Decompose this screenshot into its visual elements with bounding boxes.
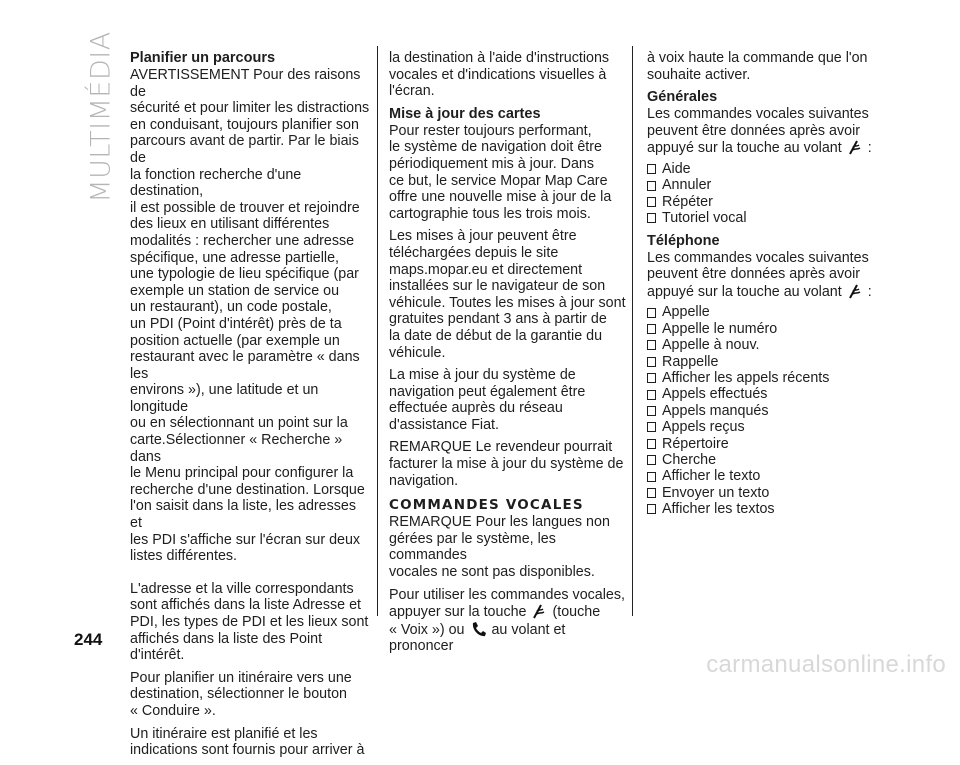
list-item-label: Aide xyxy=(662,160,691,177)
text-line: l'écran. xyxy=(389,83,435,100)
list-item-label: Envoyer un texto xyxy=(662,484,770,501)
list-item-label: Appelle à nouv. xyxy=(662,337,760,354)
text-line: recherche d'une destination. Lorsque xyxy=(130,481,365,498)
paragraph-indications xyxy=(130,726,370,759)
text-line: modalités : rechercher une adresse xyxy=(130,232,355,249)
list-item-label: Tutoriel vocal xyxy=(662,210,747,227)
voice-command-icon xyxy=(848,139,862,155)
list-item xyxy=(647,161,887,177)
checkbox-bullet-icon xyxy=(647,181,656,191)
text-line: carte.Sélectionner « Recherche » dans xyxy=(130,432,343,465)
list-item xyxy=(647,177,887,193)
text-line: REMARQUE Le revendeur pourrait xyxy=(389,439,613,456)
voice-usage-line3b: au volant et prononcer xyxy=(389,621,566,655)
paragraph-voice-usage xyxy=(389,587,629,655)
text-line: exemple un station de service ou xyxy=(130,282,340,299)
text-line: des lieux en utilisant différentes xyxy=(130,216,330,233)
list-item xyxy=(647,304,887,320)
paragraph-telephone-intro xyxy=(647,250,887,301)
list-item-label: Répertoire xyxy=(662,435,729,452)
text-line: indications sont fournis pour arriver à xyxy=(130,742,365,759)
paragraph-itineraire xyxy=(130,670,370,720)
checkbox-bullet-icon xyxy=(647,488,656,498)
checkbox-bullet-icon xyxy=(647,406,656,416)
paragraph-performant xyxy=(389,123,629,223)
paragraph-telechargees xyxy=(389,228,629,361)
text-line: téléchargées depuis le site xyxy=(389,244,559,261)
list-item xyxy=(647,321,887,337)
phone-commands-list xyxy=(647,304,887,517)
list-item-label: Appels reçus xyxy=(662,419,745,436)
list-item xyxy=(647,468,887,484)
paragraph-avertissement xyxy=(130,67,370,565)
paragraph-remarque-revendeur xyxy=(389,439,629,489)
text-line: vocales et d'indications visuelles à xyxy=(389,66,607,83)
footer-watermark: carmanualsonline.info xyxy=(706,651,946,678)
text-line: La mise à jour du système de xyxy=(389,367,576,384)
checkbox-bullet-icon xyxy=(647,324,656,334)
heading-planifier: Planifier un parcours xyxy=(130,50,276,66)
column-2 xyxy=(389,50,629,661)
text-line: parcours avant de partir. Par le biais de xyxy=(130,133,359,166)
list-item xyxy=(647,419,887,435)
heading-telephone: Téléphone xyxy=(647,232,720,249)
heading-generales: Générales xyxy=(647,89,718,106)
text-line: à voix haute la commande que l'on xyxy=(647,50,868,66)
text-line: navigation. xyxy=(389,472,459,489)
text-line: Les mises à jour peuvent être xyxy=(389,228,577,245)
voice-usage-line2a: appuyer sur la touche xyxy=(389,604,527,621)
list-item-label: Cherche xyxy=(662,452,717,469)
list-item xyxy=(647,501,887,517)
voice-usage-line3a: « Voix ») ou xyxy=(389,621,465,638)
checkbox-bullet-icon xyxy=(647,504,656,514)
generales-intro-line1: Les commandes vocales suivantes xyxy=(647,106,869,123)
text-line: il est possible de trouver et rejoindre xyxy=(130,199,360,216)
generales-intro-line2: peuvent être données après avoir xyxy=(647,122,861,139)
list-item-label: Rappelle xyxy=(662,353,719,370)
text-line: d'assistance Fiat. xyxy=(389,416,500,433)
voice-command-icon xyxy=(532,603,546,619)
text-line: souhaite activer. xyxy=(647,66,751,83)
text-line: périodiquement mis à jour. Dans xyxy=(389,155,595,172)
text-line: la fonction recherche d'une destination, xyxy=(130,166,302,200)
list-item xyxy=(647,485,887,501)
telephone-intro-line1: Les commandes vocales suivantes xyxy=(647,249,869,266)
phone-icon xyxy=(471,621,486,637)
text-line: listes différentes. xyxy=(130,548,238,565)
text-line: la destination à l'aide d'instructions xyxy=(389,50,610,66)
text-line: la date de début de la garantie du xyxy=(389,327,603,344)
list-item xyxy=(647,194,887,210)
list-item-label: Afficher le texto xyxy=(662,468,761,485)
telephone-intro-line2: peuvent être données après avoir xyxy=(647,266,861,283)
checkbox-bullet-icon xyxy=(647,373,656,383)
text-line: le Menu principal pour configurer la xyxy=(130,465,354,482)
general-commands-list xyxy=(647,161,887,227)
paragraph-generales-intro xyxy=(647,106,887,157)
text-line: destination, sélectionner le bouton xyxy=(130,686,347,703)
paragraph-reseau xyxy=(389,367,629,433)
section-title-commandes-vocales: COMMANDES VOCALES xyxy=(389,497,584,514)
text-line: le système de navigation doit être xyxy=(389,139,602,156)
list-item-label: Appelle xyxy=(662,304,710,321)
text-line: position actuelle (par exemple un xyxy=(130,332,340,349)
text-line: spécifique, une adresse partielle, xyxy=(130,249,340,266)
text-line: gratuites pendant 3 ans à partir de xyxy=(389,311,607,328)
text-line: installées sur le navigateur de son xyxy=(389,278,606,295)
text-line: l'on saisit dans la liste, les adresses et xyxy=(130,498,357,532)
checkbox-bullet-icon xyxy=(647,197,656,207)
checkbox-bullet-icon xyxy=(647,357,656,367)
text-line: sécurité et pour limiter les distractions xyxy=(130,100,370,117)
column-1 xyxy=(130,50,370,765)
checkbox-bullet-icon xyxy=(647,213,656,223)
checkbox-bullet-icon xyxy=(647,340,656,350)
text-line: environs »), une latitude et un longitude xyxy=(130,382,319,415)
text-line: AVERTISSEMENT Pour des raisons de xyxy=(130,67,361,100)
text-line: facturer la mise à jour du système de xyxy=(389,456,624,473)
paragraph-adresse xyxy=(130,581,370,664)
text-line: affichés dans la liste des Point d'intérêt. xyxy=(130,630,323,664)
list-item-label: Afficher les appels récents xyxy=(662,370,830,386)
text-line: gérées par le système, les commandes xyxy=(389,530,556,564)
text-line: Pour rester toujours performant, xyxy=(389,122,592,139)
list-item xyxy=(647,386,887,402)
text-line: Un itinéraire est planifié et les xyxy=(130,725,318,742)
text-line: sont affichés dans la liste Adresse et xyxy=(130,597,362,614)
text-line: offre une nouvelle mise à jour de la xyxy=(389,189,612,206)
list-item-label: Annuler xyxy=(662,177,712,194)
checkbox-bullet-icon xyxy=(647,164,656,174)
voice-usage-line2b: (touche xyxy=(552,604,601,621)
text-line: un PDI (Point d'intérêt) près de ta xyxy=(130,315,342,332)
list-item-label: Appelle le numéro xyxy=(662,320,778,337)
heading-mise-a-jour: Mise à jour des cartes xyxy=(389,105,541,122)
text-line: restaurant avec le paramètre « dans les xyxy=(130,349,360,382)
generales-intro-line3: appuyé sur la touche au volant xyxy=(647,140,842,157)
column-3 xyxy=(647,50,887,524)
list-item xyxy=(647,354,887,370)
text-line: effectuée auprès du réseau xyxy=(389,400,563,417)
text-line: navigation peut également être xyxy=(389,383,586,400)
telephone-intro-line3: appuyé sur la touche au volant xyxy=(647,283,842,300)
text-line: ou en sélectionnant un point sur la xyxy=(130,415,348,432)
text-line: les PDI s'affiche sur l'écran sur deux xyxy=(130,531,361,548)
list-item xyxy=(647,337,887,353)
column-divider-2 xyxy=(632,46,633,616)
list-item xyxy=(647,370,887,386)
paragraph-voix-haute xyxy=(647,50,887,83)
list-item xyxy=(647,403,887,419)
text-line: PDI, les types de PDI et les lieux sont xyxy=(130,614,369,630)
list-item xyxy=(647,452,887,468)
page-number: 244 xyxy=(74,630,103,649)
paragraph-destination xyxy=(389,50,629,100)
list-item-label: Appels effectués xyxy=(662,386,768,403)
text-line: REMARQUE Pour les langues non xyxy=(389,514,610,531)
text-line: maps.mopar.eu et directement xyxy=(389,261,583,278)
text-line: en conduisant, toujours planifier son xyxy=(130,116,359,133)
text-line: véhicule. xyxy=(389,344,446,361)
list-item xyxy=(647,436,887,452)
text-line: une typologie de lieu spécifique (par xyxy=(130,266,359,283)
text-line: « Conduire ». xyxy=(130,702,216,719)
list-item-label: Afficher les textos xyxy=(662,501,775,518)
column-divider-1 xyxy=(377,46,378,616)
telephone-intro-colon: : xyxy=(867,283,872,300)
text-line: véhicule. Toutes les mises à jour sont xyxy=(389,294,626,311)
list-item-label: Appels manqués xyxy=(662,402,769,419)
text-line: un restaurant), un code postale, xyxy=(130,299,332,316)
text-line: vocales ne sont pas disponibles. xyxy=(389,564,595,581)
list-item-label: Répéter xyxy=(662,193,713,210)
generales-intro-colon: : xyxy=(867,140,872,157)
paragraph-remarque-langues xyxy=(389,514,629,580)
checkbox-bullet-icon xyxy=(647,422,656,432)
text-line: ce but, le service Mopar Map Care xyxy=(389,172,608,189)
checkbox-bullet-icon xyxy=(647,472,656,482)
section-side-tab xyxy=(76,31,126,203)
voice-command-icon xyxy=(848,283,862,299)
list-item xyxy=(647,210,887,226)
checkbox-bullet-icon xyxy=(647,455,656,465)
checkbox-bullet-icon xyxy=(647,439,656,449)
text-line: Pour planifier un itinéraire vers une xyxy=(130,669,352,686)
text-line: cartographie tous les trois mois. xyxy=(389,205,591,222)
text-line: L'adresse et la ville correspondants xyxy=(130,580,354,597)
voice-usage-line1: Pour utiliser les commandes vocales, xyxy=(389,586,625,603)
section-side-tab-label: MULTIMÉDIA xyxy=(85,31,117,203)
checkbox-bullet-icon xyxy=(647,308,656,318)
checkbox-bullet-icon xyxy=(647,390,656,400)
